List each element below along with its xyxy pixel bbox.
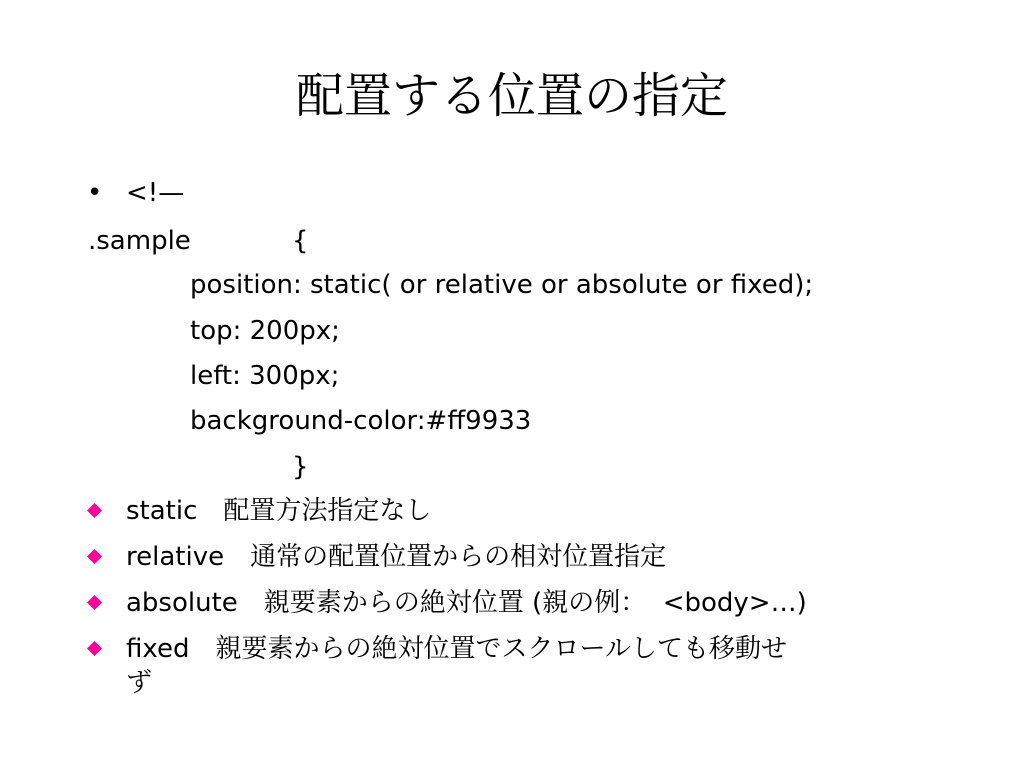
- code-declaration-background: background-color:#ff9933: [190, 406, 532, 436]
- list-item-fixed: fixed 親要素からの絶対位置でスクロールしても移動せ: [126, 634, 787, 664]
- diamond-bullet-icon: [87, 503, 102, 518]
- diamond-bullet-icon: [87, 641, 102, 656]
- list-item-relative: relative 通常の配置位置からの相対位置指定: [126, 542, 667, 572]
- diamond-bullet-icon: [87, 595, 102, 610]
- list-item-fixed-continuation: ず: [126, 668, 153, 698]
- code-selector: .sample: [88, 226, 191, 256]
- code-close-brace: }: [292, 452, 309, 482]
- bullet-dot: •: [87, 178, 103, 208]
- code-declaration-left: left: 300px;: [190, 361, 340, 391]
- code-open-brace: {: [292, 226, 309, 256]
- diamond-bullet-icon: [87, 549, 102, 564]
- list-item-absolute: absolute 親要素からの絶対位置 (親の例： <body>…): [126, 588, 807, 618]
- code-declaration-position: position: static( or relative or absolute or fixed);: [190, 270, 814, 300]
- code-comment-open: <!—: [126, 178, 185, 208]
- code-declaration-top: top: 200px;: [190, 316, 340, 346]
- slide-title: 配置する位置の指定: [295, 68, 728, 124]
- list-item-static: static 配置方法指定なし: [126, 496, 432, 526]
